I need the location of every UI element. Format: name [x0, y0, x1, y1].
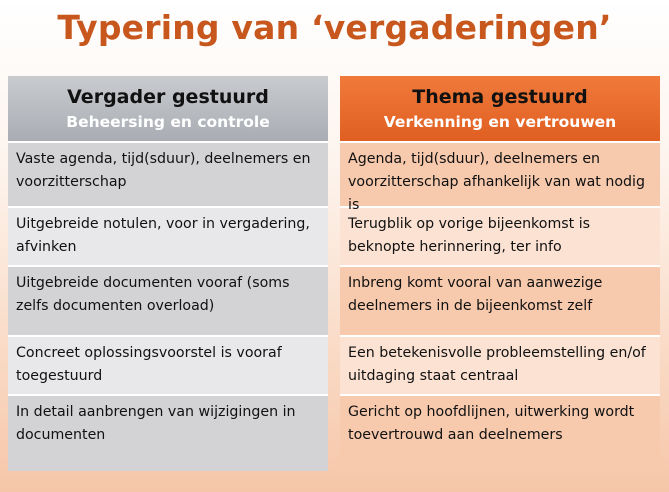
row-text: Een betekenisvolle probleemstelling en/of uitdaging staat centraal: [348, 345, 646, 384]
table-row: [8, 394, 328, 471]
table-row: [8, 265, 328, 335]
table-row: [340, 394, 660, 471]
column-vergader-gestuurd: [8, 76, 328, 471]
row-text: Gericht op hoofdlijnen, uitwerking wordt toevertrouwd aan deelnemers: [348, 404, 635, 443]
column-header-subtitle: Verkenning en vertrouwen: [383, 113, 617, 131]
row-text: Concreet oplossingsvoorstel is vooraf toegestuurd: [16, 345, 282, 384]
row-text: Vaste agenda, tijd(sduur), deelnemers en voorzitterschap: [16, 151, 311, 190]
table-row: [8, 141, 328, 206]
row-text: Terugblik op vorige bijeenkomst is beknopte herinnering, ter info: [348, 216, 591, 255]
row-text: Agenda, tijd(sduur), deelnemers en voorzitterschap afhankelijk van wat nodig is: [348, 151, 646, 213]
column-header-title: Vergader gestuurd: [67, 86, 269, 108]
table-row: [340, 206, 660, 265]
table-row: [340, 141, 660, 213]
column-thema-gestuurd: [340, 76, 660, 471]
table-row: [340, 335, 660, 394]
row-text: Inbreng komt vooral van aanwezige deelnemers in de bijeenkomst zelf: [348, 275, 603, 314]
row-text: Uitgebreide notulen, voor in vergadering, afvinken: [16, 216, 310, 255]
column-header-subtitle: Beheersing en controle: [66, 113, 270, 131]
column-header-title: Thema gestuurd: [412, 86, 588, 108]
table-row: [8, 206, 328, 265]
table-row: [340, 265, 660, 335]
row-text: Uitgebreide documenten vooraf (soms zelfs documenten overload): [16, 275, 290, 314]
column-header: [340, 76, 660, 141]
page-title: Typering van ‘vergaderingen’: [57, 8, 612, 47]
table-row: [8, 335, 328, 394]
row-text: In detail aanbrengen van wijzigingen in documenten: [16, 404, 296, 443]
column-header: [8, 76, 328, 141]
